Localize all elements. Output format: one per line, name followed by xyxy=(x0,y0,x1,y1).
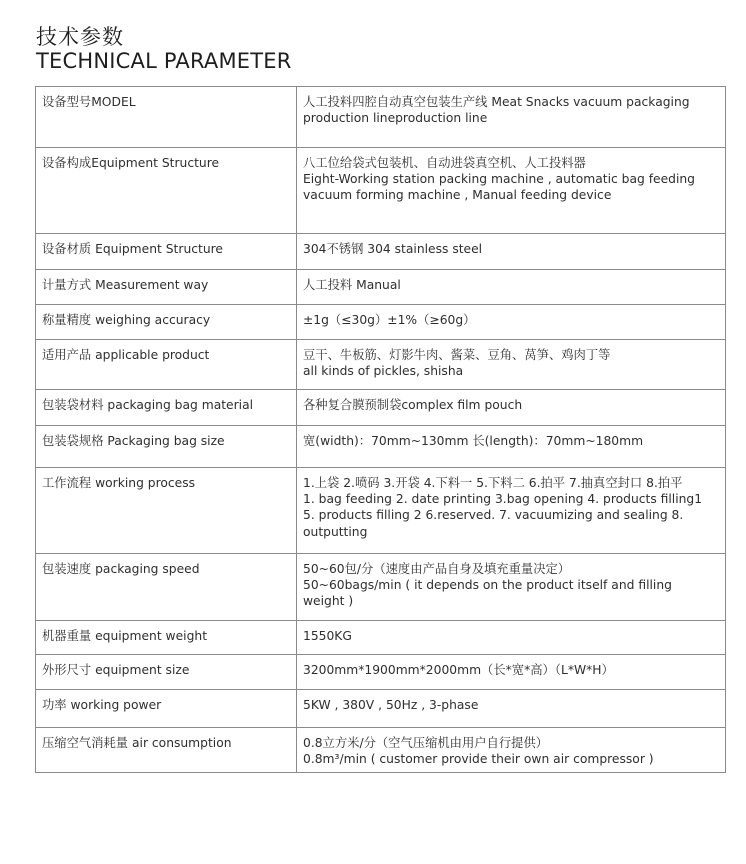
parameter-value-line: 人工投料四腔自动真空包装生产线 Meat Snacks vacuum packaging xyxy=(303,95,690,109)
parameter-value-line: 人工投料 Manual xyxy=(303,278,401,292)
parameter-value-line: weight ) xyxy=(303,594,354,609)
parameter-value-line: Eight-Working station packing machine , automatic bag feeding xyxy=(303,172,695,187)
page-title-en: TECHNICAL PARAMETER xyxy=(36,49,292,73)
parameter-value-line: 50~60包/分（速度由产品自身及填充重量决定） xyxy=(303,562,571,576)
parameter-label: 适用产品 applicable product xyxy=(36,340,297,390)
table-row xyxy=(36,621,726,655)
parameter-label: 包装速度 packaging speed xyxy=(36,554,297,621)
table-row xyxy=(36,426,726,468)
table-row xyxy=(36,655,726,690)
parameter-value-line: 5KW , 380V , 50Hz , 3-phase xyxy=(303,698,479,712)
parameter-value-line: 豆干、牛板筋、灯影牛肉、酱菜、豆角、莴笋、鸡肉丁等 xyxy=(303,348,611,362)
parameter-value-line: 5. products filling 2 6.reserved. 7. vacuumizing and sealing 8. xyxy=(303,508,684,523)
parameter-value-line: 八工位给袋式包装机、自动进袋真空机、人工投料器 xyxy=(303,156,586,170)
table-row xyxy=(36,305,726,340)
parameter-value-line: 50~60bags/min ( it depends on the product itself and filling xyxy=(303,578,672,593)
parameter-label: 计量方式 Measurement way xyxy=(36,270,297,305)
table-row xyxy=(36,554,726,621)
parameter-label: 工作流程 working process xyxy=(36,468,297,554)
parameter-label: 设备材质 Equipment Structure xyxy=(36,234,297,270)
parameter-value-line: 1550KG xyxy=(303,629,352,643)
table-body xyxy=(36,87,726,773)
table-row xyxy=(36,728,726,773)
table-row xyxy=(36,690,726,728)
parameter-value xyxy=(297,270,726,305)
table-row xyxy=(36,234,726,270)
parameter-value xyxy=(297,554,726,621)
parameter-value xyxy=(297,468,726,554)
parameter-value-line: 3200mm*1900mm*2000mm（长*宽*高）（L*W*H） xyxy=(303,663,614,677)
table-row xyxy=(36,390,726,426)
parameter-label: 机器重量 equipment weight xyxy=(36,621,297,655)
parameter-value-line: 各种复合膜预制袋complex film pouch xyxy=(303,398,523,412)
parameter-label: 设备构成Equipment Structure xyxy=(36,148,297,234)
technical-parameter-table xyxy=(35,86,726,773)
parameter-value-line: outputting xyxy=(303,524,368,539)
parameter-value-line: production lineproduction line xyxy=(303,111,488,126)
parameter-label: 包装袋规格 Packaging bag size xyxy=(36,426,297,468)
parameter-value-line: all kinds of pickles, shisha xyxy=(303,364,464,379)
parameter-label: 外形尺寸 equipment size xyxy=(36,655,297,690)
parameter-value-line: 0.8立方米/分（空气压缩机由用户自行提供） xyxy=(303,736,549,750)
parameter-value-line: ±1g（≤30g）±1%（≥60g） xyxy=(303,313,476,327)
parameter-value xyxy=(297,87,726,148)
parameter-label: 称量精度 weighing accuracy xyxy=(36,305,297,340)
parameter-value xyxy=(297,234,726,270)
parameter-value-line: 0.8m³/min ( customer provide their own air compressor ) xyxy=(303,752,654,767)
parameter-label: 功率 working power xyxy=(36,690,297,728)
parameter-value xyxy=(297,426,726,468)
parameter-value-line: 304不锈钢 304 stainless steel xyxy=(303,242,483,256)
parameter-value xyxy=(297,621,726,655)
table-row xyxy=(36,340,726,390)
parameter-value-line: vacuum forming machine , Manual feeding device xyxy=(303,188,612,203)
parameter-value xyxy=(297,340,726,390)
parameter-value-line: 1.上袋 2.喷码 3.开袋 4.下料一 5.下料二 6.拍平 7.抽真空封口 8.拍平 xyxy=(303,476,683,490)
parameter-value xyxy=(297,728,726,773)
parameter-value xyxy=(297,148,726,234)
table-row xyxy=(36,468,726,554)
parameter-label: 设备型号MODEL xyxy=(36,87,297,148)
parameter-value-line: 宽(width)：70mm~130mm 长(length)：70mm~180mm xyxy=(303,434,644,448)
page-title-cn: 技术参数 xyxy=(36,25,124,49)
parameter-label: 包装袋材料 packaging bag material xyxy=(36,390,297,426)
parameter-value-line: 1. bag feeding 2. date printing 3.bag opening 4. products filling1 xyxy=(303,492,703,507)
parameter-value xyxy=(297,690,726,728)
parameter-value xyxy=(297,655,726,690)
parameter-label: 压缩空气消耗量 air consumption xyxy=(36,728,297,773)
parameter-value xyxy=(297,390,726,426)
table-row xyxy=(36,87,726,148)
parameter-value xyxy=(297,305,726,340)
table-row xyxy=(36,270,726,305)
table-row xyxy=(36,148,726,234)
